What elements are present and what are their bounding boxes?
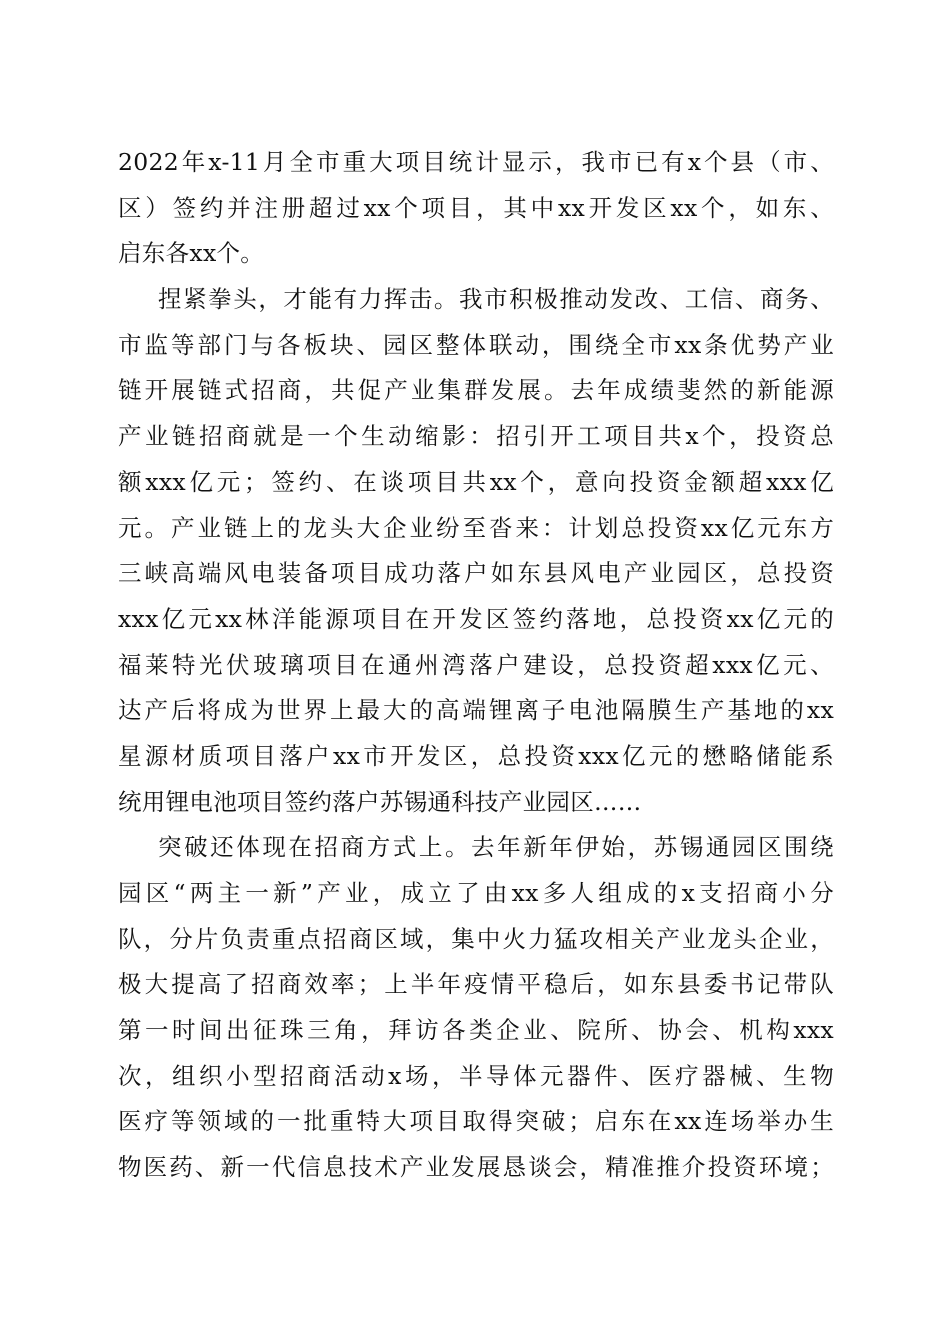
text-line: 链开展链式招商，共促产业集群发展。去年成绩斐然的新能源	[118, 376, 834, 405]
text-line: 医疗等领域的一批重特大项目取得突破；启东在xx连场举办生	[118, 1107, 834, 1136]
text-line: 三峡高端风电装备项目成功落户如东县风电产业园区，总投资	[118, 559, 834, 588]
text-line: 突破还体现在招商方式上。去年新年伊始，苏锡通园区围绕	[158, 833, 834, 862]
text-line: 队，分片负责重点招商区域，集中火力猛攻相关产业龙头企业，	[118, 924, 834, 953]
text-line: 达产后将成为世界上最大的高端锂离子电池隔膜生产基地的xx	[118, 696, 834, 725]
text-line: 启东各xx个。	[118, 239, 265, 268]
document-page	[118, 140, 834, 1191]
text-line: 星源材质项目落户xx市开发区，总投资xxx亿元的懋略储能系	[118, 741, 834, 770]
text-line: xxx亿元xx林洋能源项目在开发区签约落地，总投资xx亿元的	[118, 604, 834, 633]
text-line: 2022年x-11月全市重大项目统计显示，我市已有x个县（市、	[118, 148, 834, 176]
text-line: 第一时间出征珠三角，拜访各类企业、院所、协会、机构xxx	[118, 1016, 834, 1045]
text-line: 极大提高了招商效率；上半年疫情平稳后，如东县委书记带队	[118, 970, 834, 999]
text-line: 园区“两主一新”产业，成立了由xx多人组成的x支招商小分	[118, 879, 834, 907]
text-line: 物医药、新一代信息技术产业发展恳谈会，精准推介投资环境；	[118, 1153, 834, 1182]
text-line: 区）签约并注册超过xx个项目，其中xx开发区xx个，如东、	[118, 193, 834, 222]
text-line: 次，组织小型招商活动x场，半导体元器件、医疗器械、生物	[118, 1061, 834, 1090]
paragraph-2	[118, 277, 834, 825]
paragraph-3	[118, 825, 834, 1191]
text-line: 额xxx亿元；签约、在谈项目共xx个，意向投资金额超xxx亿	[118, 467, 834, 496]
text-line: 产业链招商就是一个生动缩影：招引开工项目共x个，投资总	[118, 422, 834, 451]
text-line: 元。产业链上的龙头大企业纷至沓来：计划总投资xx亿元东方	[118, 513, 834, 542]
text-line: 市监等部门与各板块、园区整体联动，围绕全市xx条优势产业	[118, 330, 834, 359]
text-line: 福莱特光伏玻璃项目在通州湾落户建设，总投资超xxx亿元、	[118, 650, 834, 679]
paragraph-1	[118, 140, 834, 277]
text-line: 统用锂电池项目签约落户苏锡通科技产业园区……	[118, 787, 642, 816]
text-line: 捏紧拳头，才能有力挥击。我市积极推动发改、工信、商务、	[158, 285, 834, 314]
